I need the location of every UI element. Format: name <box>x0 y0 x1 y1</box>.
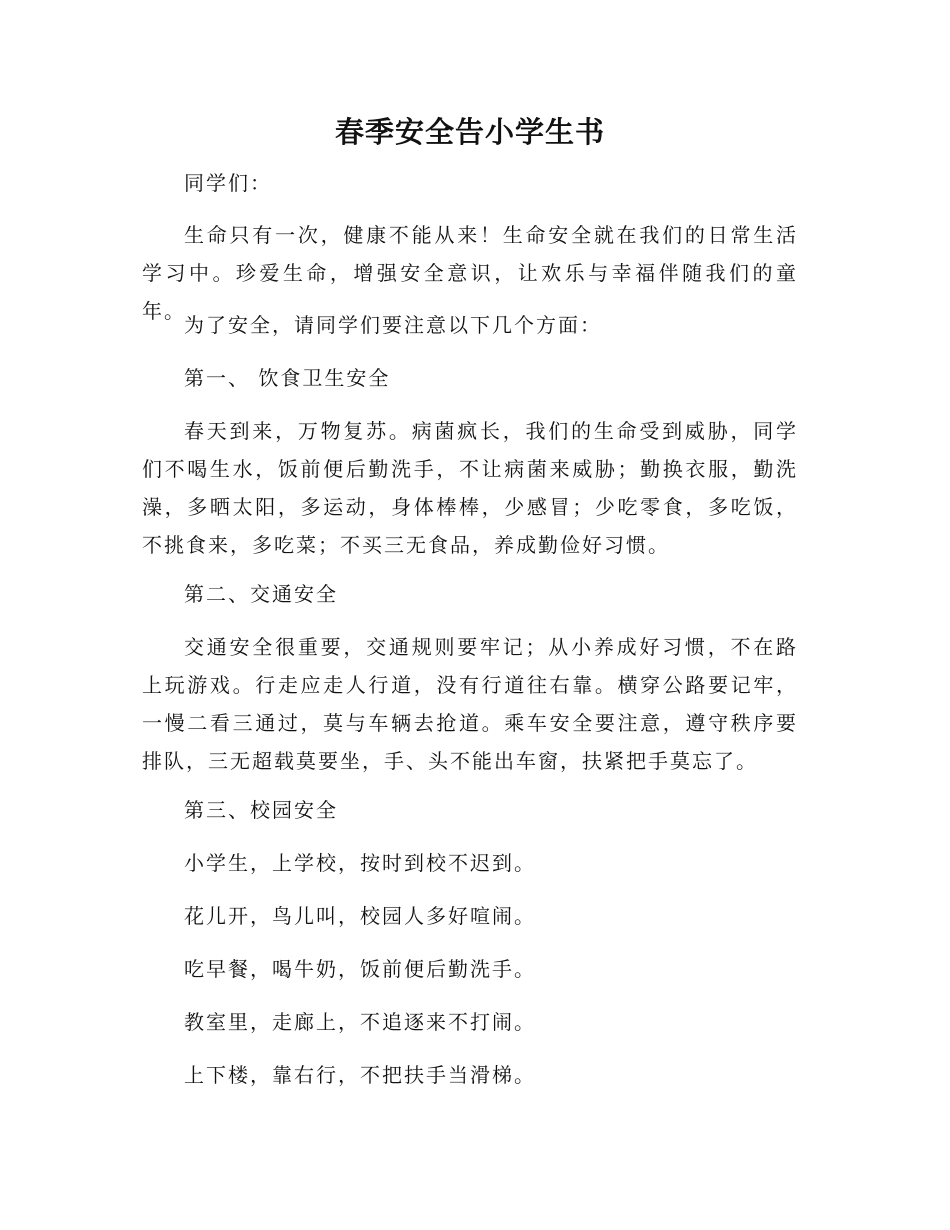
rhyme-line: 教室里，走廊上，不追逐来不打闹。 <box>184 1010 536 1034</box>
section-heading-traffic-safety: 第二、交通安全 <box>184 582 338 606</box>
section-heading-campus-safety: 第三、校园安全 <box>184 798 338 822</box>
rhyme-line: 上下楼，靠右行，不把扶手当滑梯。 <box>184 1063 536 1087</box>
intro-paragraph: 生命只有一次，健康不能从来！生命安全就在我们的日常生活学习中。珍爱生命，增强安全意识，让欢乐与幸福伴随我们的童年。 <box>142 223 798 323</box>
lead-paragraph: 为了安全，请同学们要注意以下几个方面： <box>184 313 602 337</box>
document-title: 春季安全告小学生书 <box>334 115 605 149</box>
rhyme-line: 小学生，上学校，按时到校不迟到。 <box>184 851 536 875</box>
salutation: 同学们： <box>184 171 272 195</box>
rhyme-line: 吃早餐，喝牛奶，饭前便后勤洗手。 <box>184 957 536 981</box>
section-heading-food-safety: 第一、 饮食卫生安全 <box>184 366 391 390</box>
rhyme-line: 花儿开，鸟儿叫，校园人多好喧闹。 <box>184 904 536 928</box>
section-body-food-safety: 春天到来，万物复苏。病菌疯长，我们的生命受到威胁，同学们不喝生水，饭前便后勤洗手，不让病菌来威胁；勤换衣服，勤洗澡，多晒太阳，多运动，身体棒棒，少感冒；少吃零食，多吃饭，不挑食来，多吃菜；不买三无食品，养成勤俭好习惯。 <box>142 419 798 557</box>
section-body-traffic-safety: 交通安全很重要，交通规则要牢记；从小养成好习惯，不在路上玩游戏。行走应走人行道，没有行道往右靠。横穿公路要记牢，一慢二看三通过，莫与车辆去抢道。乘车安全要注意，遵守秩序要排队，三无超载莫要坐，手、头不能出车窗，扶紧把手莫忘了。 <box>142 635 798 773</box>
